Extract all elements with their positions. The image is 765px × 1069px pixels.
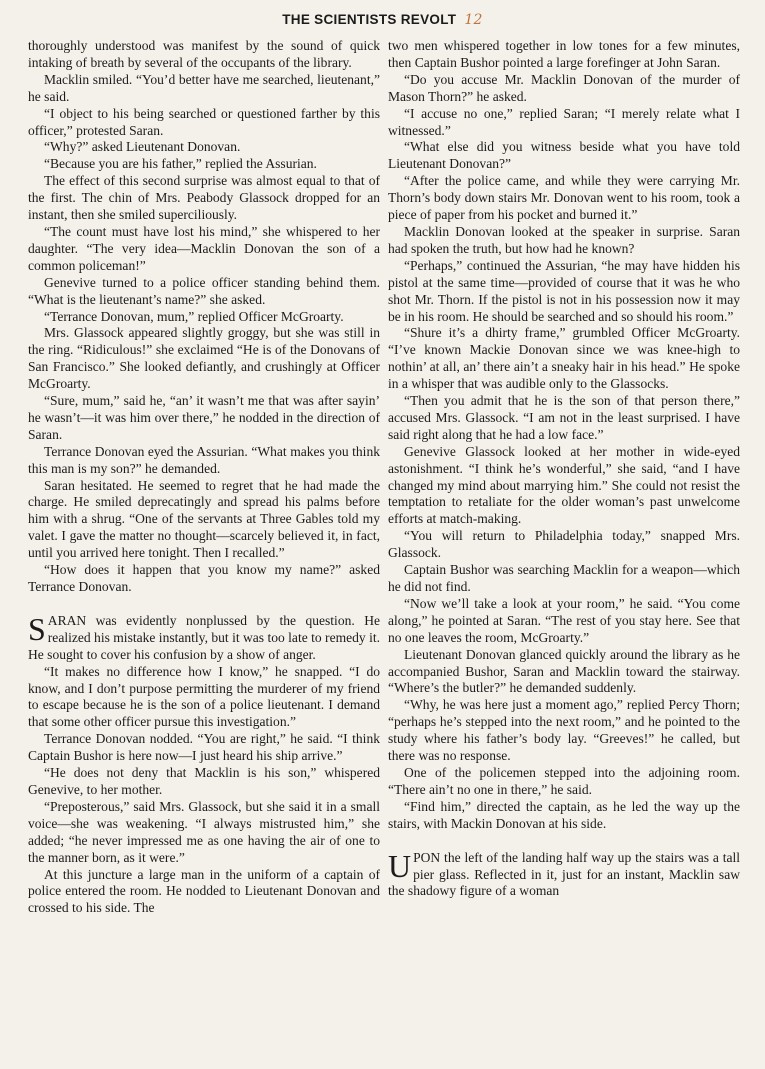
paragraph-text: Genevive Glassock looked at her mother in wide-eyed astonishment. “I think he’s wonderful,” she said, “and I have changed my mind about marrying him.” She could not resist the temptation to retaliate for the older woman’s past unwelcome efforts at match-making. <box>388 443 740 527</box>
paragraph-text: Saran hesitated. He seemed to regret that he had made the charge. He smiled deprecatingly and spread his palms before him with a shrug. “One of the servants at Three Gables told my valet. I gave the matter no thought—scarcely believed it, in fact, until you arrived here tonight. Then I recalled.” <box>28 477 380 561</box>
paragraph-text: PON the left of the landing half way up the stairs was a tall pier glass. Reflected in it, just for an instant, Macklin saw the shadowy figure of a woman <box>388 849 740 899</box>
paragraph-text: Macklin smiled. “You’d better have me searched, lieutenant,” he said. <box>28 71 380 104</box>
paragraph <box>28 731 380 765</box>
paragraph-text: “What else did you witness beside what you have told Lieutenant Donovan?” <box>388 139 740 172</box>
paragraph-text: “It makes no difference how I know,” he snapped. “I do know, and I don’t purpose permitting the murderer of my friend to escape because he is the son of a police lieutenant. I demand that some other officer pursue this investigation.” <box>28 663 380 730</box>
paragraph <box>388 647 740 698</box>
paragraph <box>388 224 740 258</box>
paragraph <box>388 528 740 562</box>
paragraph-text: “Then you admit that he is the son of that person there,” accused Mrs. Glassock. “I am not in the least surprised. I have said right along that he had a low face.” <box>388 393 740 442</box>
drop-cap: U <box>388 847 412 884</box>
paragraph <box>28 275 380 309</box>
paragraph <box>28 478 380 563</box>
paragraph <box>388 799 740 833</box>
paragraph <box>28 139 380 156</box>
paragraph-text: “Terrance Donovan, mum,” replied Officer McGroarty. <box>44 308 344 324</box>
paragraph <box>28 156 380 173</box>
paragraph-text: “Do you accuse Mr. Macklin Donovan of the murder of Mason Thorn?” he asked. <box>388 71 740 104</box>
paragraph <box>28 224 380 275</box>
paragraph-text: “Why, he was here just a moment ago,” replied Percy Thorn; “perhaps he’s stepped into the next room,” and he pointed to the study where his father’s body lay. “Greeves!” he called, but there was no response. <box>388 697 740 764</box>
paragraph <box>28 106 380 140</box>
paragraph <box>388 393 740 444</box>
paragraph-text: “He does not deny that Macklin is his son,” whispered Genevive, to her mother. <box>28 765 380 797</box>
paragraph <box>388 258 740 326</box>
paragraph <box>28 444 380 478</box>
paragraph-text: “The count must have lost his mind,” she whispered to her daughter. “The very idea—Macklin Donovan the son of a common policeman!” <box>28 223 380 273</box>
paragraph <box>28 393 380 444</box>
paragraph-text: “I object to his being searched or questioned farther by this officer,” protested Saran. <box>28 105 380 138</box>
paragraph <box>28 765 380 799</box>
paragraph <box>388 106 740 140</box>
drop-cap: S <box>28 610 46 647</box>
paragraph <box>28 72 380 106</box>
paragraph-text: “Find him,” directed the captain, as he led the way up the stairs, with Mackin Donovan at his side. <box>388 798 740 831</box>
paragraph <box>388 596 740 647</box>
paragraph-text: At this juncture a large man in the uniform of a captain of police entered the room. He nodded to Lieutenant Donovan and crossed to his side. The <box>28 866 380 916</box>
paragraph <box>28 309 380 326</box>
paragraph-text: ARAN was evidently nonplussed by the question. He realized his mistake instantly, but it was too late to remedy it. He sought to cover his confusion by a show of anger. <box>28 612 380 662</box>
paragraph-text: “Because you are his father,” replied the Assurian. <box>44 156 317 172</box>
paragraph-text: “Perhaps,” continued the Assurian, “he may have hidden his pistol at the same time—provided of course that it was he who shot Mr. Thorn. If the pistol is not in his possession now it may be in his room. He should be searched and so should his room.” <box>388 257 740 324</box>
paragraph-text: Captain Bushor was searching Macklin for a weapon—which he did not find. <box>388 562 740 594</box>
paragraph <box>28 664 380 732</box>
paragraph <box>28 173 380 224</box>
paragraph <box>388 697 740 765</box>
paragraph-text: One of the policemen stepped into the adjoining room. “There ain’t no one in there,” he said. <box>388 764 740 797</box>
paragraph-text: “Preposterous,” said Mrs. Glassock, but she said it in a small voice—she was weakening. “I always mistrusted him,” she added; “he never impressed me as one having the air of one to the manner born, as it were.” <box>28 798 380 865</box>
paragraph <box>28 325 380 393</box>
paragraph <box>388 562 740 596</box>
paragraph <box>28 610 380 664</box>
paragraph-text: two men whispered together in low tones for a few minutes, then Captain Bushor pointed a large forefinger at John Saran. <box>388 38 740 70</box>
paragraph-text: Macklin Donovan looked at the speaker in surprise. Saran had spoken the truth, but how had he known? <box>388 223 740 256</box>
paragraph <box>388 325 740 393</box>
paragraph-text: thoroughly understood was manifest by the sound of quick intaking of breath by several of the occupants of the library. <box>28 38 380 70</box>
paragraph <box>388 139 740 173</box>
paragraph-text: Terrance Donovan eyed the Assurian. “What makes you think this man is my son?” he demanded. <box>28 443 380 476</box>
paragraph <box>388 173 740 224</box>
paragraph-text: “Sure, mum,” said he, “an’ it wasn’t me that was after sayin’ he wasn’t—it was him over there,” he nodded in the direction of Saran. <box>28 393 380 442</box>
paragraph-text: Lieutenant Donovan glanced quickly around the library as he accompanied Bushor, Saran and Macklin toward the stairway. “Where’s the butler?” he demanded suddenly. <box>388 646 740 696</box>
paragraph <box>28 799 380 867</box>
right-text-column <box>388 38 740 900</box>
paragraph-text: Genevive turned to a police officer standing behind them. “What is the lieutenant’s name?” she asked. <box>28 274 380 307</box>
paragraph-text: “I accuse no one,” replied Saran; “I merely relate what I witnessed.” <box>388 105 740 138</box>
paragraph <box>28 38 380 72</box>
paragraph-text: The effect of this second surprise was almost equal to that of the first. The chin of Mrs. Peabody Glassock dropped for an instant, then she smiled superciliously. <box>28 173 380 223</box>
paragraph-text: “How does it happen that you know my name?” asked Terrance Donovan. <box>28 562 380 594</box>
paragraph <box>388 38 740 72</box>
paragraph <box>388 847 740 901</box>
paragraph-text: “After the police came, and while they were carrying Mr. Thorn’s body down stairs Mr. Donovan went to his room, took a piece of paper from his pocket and burned it.” <box>388 173 740 223</box>
paragraph-text: “Why?” asked Lieutenant Donovan. <box>44 139 241 155</box>
paragraph <box>388 444 740 529</box>
paragraph-text: Mrs. Glassock appeared slightly groggy, but she was still in the ring. “Ridiculous!” she exclaimed “He is of the Donovans of San Francisco.” She looked defiantly, and crushingly at Officer McGroarty. <box>28 325 380 392</box>
paragraph-text: “Now we’ll take a look at your room,” he said. “You come along,” he pointed at Saran. “The rest of you stay here. See that no one leaves the room, McGroarty.” <box>388 595 740 645</box>
paragraph-text: “You will return to Philadelphia today,” snapped Mrs. Glassock. <box>388 528 740 561</box>
paragraph <box>388 72 740 106</box>
paragraph <box>28 562 380 596</box>
paragraph <box>388 765 740 799</box>
paragraph-text: “Shure it’s a dhirty frame,” grumbled Officer McGroarty. “I’ve known Mackie Donovan since we was knee-high to nothin’ at all, an’ there ain’t a sneaky hair in his head.” He spoke in a whisper that was audible only to the Glassocks. <box>388 325 740 392</box>
left-text-column <box>28 38 380 917</box>
running-head-title: THE SCIENTISTS REVOLT <box>282 12 457 27</box>
paragraph <box>28 867 380 918</box>
paragraph-text: Terrance Donovan nodded. “You are right,” he said. “I think Captain Bushor is here now—I just heard his ship arrive.” <box>28 731 380 764</box>
running-head <box>0 12 765 28</box>
handwritten-page-number: 12 <box>464 12 483 28</box>
